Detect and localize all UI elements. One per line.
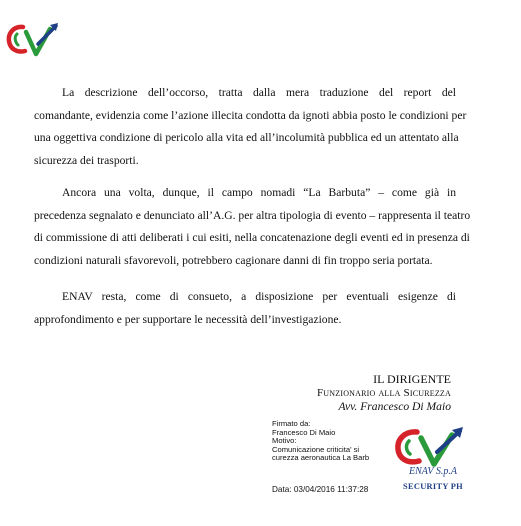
enav-logo-icon (6, 20, 60, 60)
signature-name: Avv. Francesco Di Maio (338, 400, 451, 413)
paragraph-line: di commissione di atti deliberati i cui esiti, nella concatenazione degli eventi ed in presenza di (34, 231, 470, 244)
enav-logo-icon (394, 424, 466, 472)
reason-line: Comunicazione criticita' si (272, 444, 360, 454)
paragraph-incident-description (34, 82, 467, 172)
paragraph-line: La descrizione dell’occorso, tratta dalla mera traduzione del report del (62, 86, 456, 99)
paragraph-line: una oggettiva condizione di pericolo alla vita ed all’incolumità pubblica ed un attentato alla (34, 131, 459, 144)
signature-role: Funzionario alla Sicurezza (316, 387, 451, 399)
paragraph-availability (34, 286, 456, 331)
paragraph-line: comandante, evidenzia come l’azione illecita condotta da ignoti abbia posto le condizioni per (34, 108, 467, 122)
paragraph-nomad-camp (34, 182, 471, 272)
paragraph-line: sicurezza dei trasporti. (34, 153, 139, 167)
stamp-unit: SECURITY PH (403, 482, 463, 491)
signature-title: IL DIRIGENTE (373, 372, 451, 386)
paragraph-line: Ancora una volta, dunque, il campo nomadi “La Barbuta” – come già in (62, 186, 456, 199)
paragraph-line: precedenza segnalato e denunciato all’A.G. per altra tipologia di evento – rappresenta il teatro (34, 208, 471, 222)
reason-label: Motivo: (272, 436, 297, 446)
paragraph-line: ENAV resta, come di consueto, a disposizione per eventuali esigenze di (62, 290, 456, 303)
paragraph-line: approfondimento e per supportare le necessità dell’investigazione. (34, 312, 342, 326)
paragraph-line: condizioni naturali sfavorevoli, potrebbero cagionare danni di fin troppo seria portata. (34, 253, 433, 267)
stamp-company: ENAV S.p.A (409, 466, 457, 477)
signature-date: Data: 03/04/2016 11:37:28 (272, 485, 369, 494)
digital-signature-details (272, 420, 397, 463)
signature-block (317, 372, 451, 414)
signed-by-name: Francesco Di Maio (272, 427, 336, 437)
signed-by-label: Firmato da: (272, 419, 311, 428)
reason-line: curezza aeronautica La Barb (272, 453, 370, 463)
